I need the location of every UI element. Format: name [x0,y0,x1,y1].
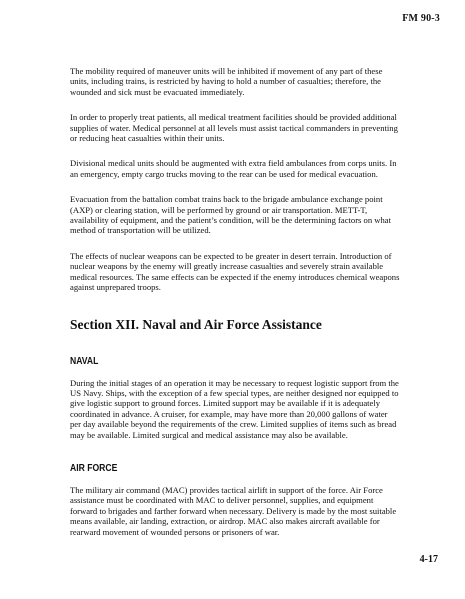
paragraph-evacuation: Evacuation from the battalion combat trains back to the brigade ambulance exchange point (AXP) or clearing station, will be performed by ground or air transportation. METT-T, availability of equipment, and the patient’s condition, will be the determining factors on what method of transportation will be utilized. [70,194,391,236]
naval-heading: NAVAL [70,354,99,367]
paragraph-air-force: The military air command (MAC) provides tactical airlift in support of the force. Air Force assistance must be coordinated with MAC to deliver personnel, supplies, and equipment forward to brigades and farther forward when necessary. Delivery is made by the most suitable means available, air landing, extraction, or airdrop. MAC also makes aircraft available for rearward movement of wounded persons or prisoners of war. [70,484,397,537]
section-title: Section XII. Naval and Air Force Assistance [70,316,322,332]
document-id: FM 90-3 [402,13,440,24]
page-content [70,66,400,537]
air-force-heading: AIR FORCE [70,461,118,474]
paragraph-field-ambulances: Divisional medical units should be augmented with extra field ambulances from corps units. In an emergency, empty cargo trucks moving to the rear can be used for medical evacuation. [70,158,397,179]
paragraph-mobility: The mobility required of maneuver units will be inhibited if movement of any part of these units, including trains, is restricted by having to hold a number of casualties; therefore, the wounded and sick must be evacuated immediately. [70,66,383,97]
page-number: 4-17 [419,554,438,565]
paragraph-nuclear-effects: The effects of nuclear weapons can be expected to be greater in desert terrain. Introduction of nuclear weapons by the enemy will greatly increase casualties and severely strain available medical resources. The same effects can be expected if the enemy introduces chemical weapons against unprepared troops. [70,250,400,293]
paragraph-water-supply: In order to properly treat patients, all medical treatment facilities should be provided additional supplies of water. Medical personnel at all levels must assist tactical commanders in preventing or reducing heat casualties within their units. [70,112,398,144]
paragraph-naval: During the initial stages of an operation it may be necessary to request logistic support from the US Navy. Ships, with the exception of a few special types, are neither designed nor equipped to give logistic support to ground forces. Limited support may be available if it is adequately coordinated in advance. A cruiser, for example, may have more than 20,000 gallons of water per day available beyond the requirements of the crew. Limited supplies of items such as bread may be available. Limited surgical and medical assistance may also be available. [70,377,399,440]
